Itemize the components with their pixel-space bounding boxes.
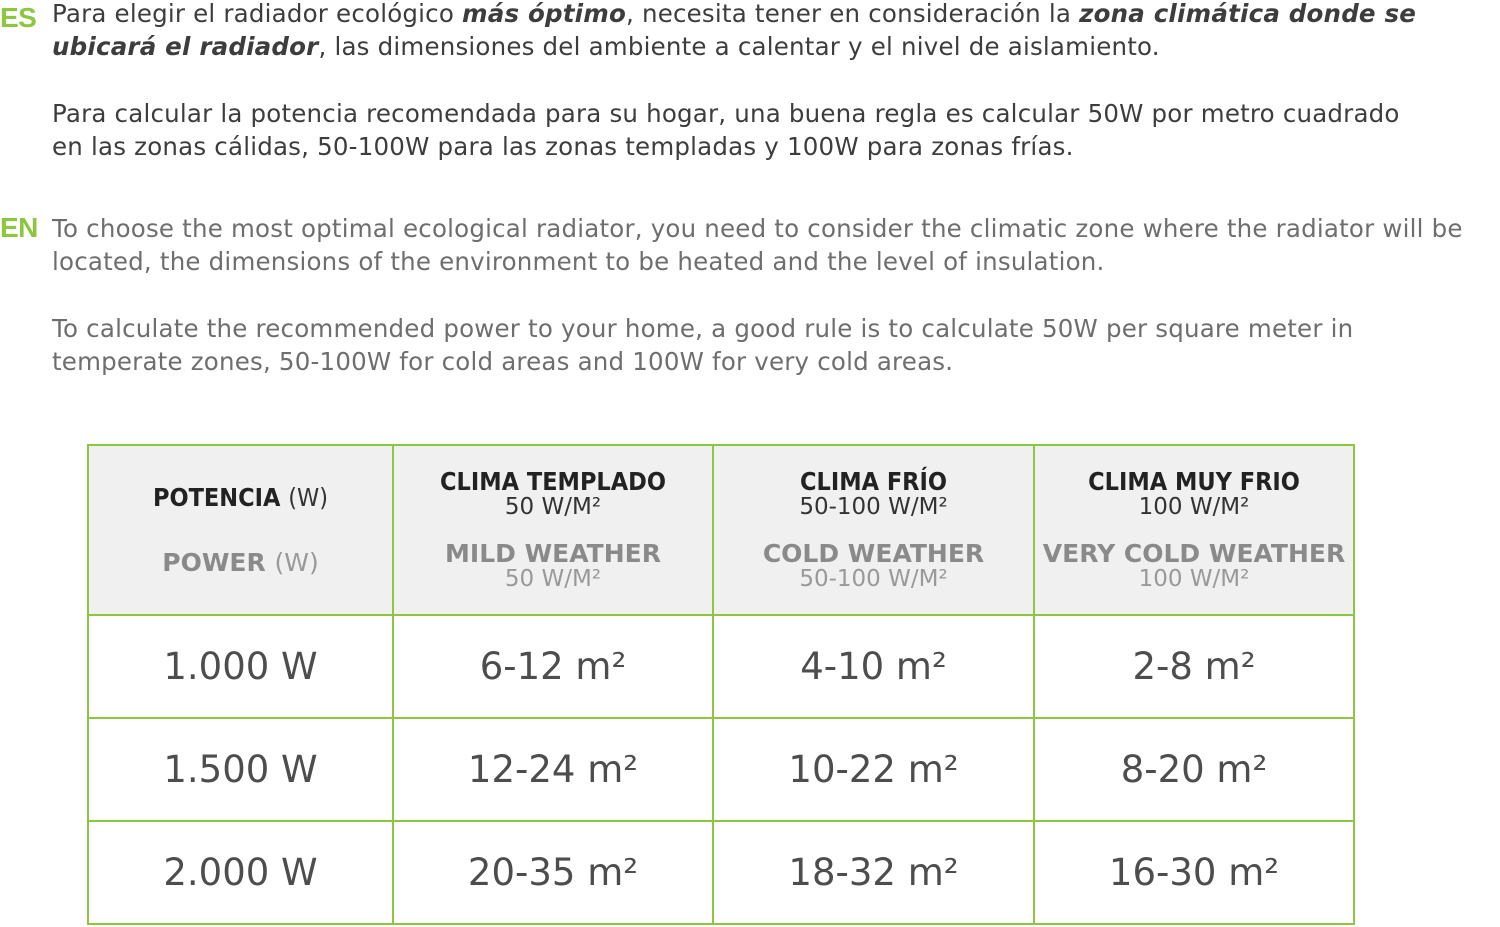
english-paragraph-1: To choose the most optimal ecological radiator, you need to consider the climatic zone where the radiator will be located, the dimensions of the environment to be heated and the level of insulation. [52,214,1463,276]
table-row [88,821,1354,924]
power-cell: 1.000 W [88,615,393,718]
header-very-cold-weather: CLIMA MUY FRIO 100 W/M² VERY COLD WEATHER 100 W/M² [1034,445,1354,615]
english-paragraph-2: To calculate the recommended power to your home, a good rule is to calculate 50W per square meter in temperate zones, 50-100W for cold areas and 100W for very cold areas. [52,314,1354,376]
header-cold-weather: CLIMA FRÍO 50-100 W/M² COLD WEATHER 50-100 W/M² [713,445,1034,615]
table-header-row [88,445,1354,615]
cold-area-cell: 18-32 m² [713,821,1034,924]
english-language-tag: EN [0,212,38,243]
mild-area-cell: 20-35 m² [393,821,713,924]
power-cell: 2.000 W [88,821,393,924]
power-coverage-table [87,444,1355,925]
table-row [88,718,1354,821]
spanish-paragraph-1: Para elegir el radiador ecológico más óptimo, necesita tener en consideración la zona climática donde se ubicará el radiador, las dimensiones del ambiente a calentar y el nivel de aislamiento. [52,0,1417,61]
cold-area-cell: 10-22 m² [713,718,1034,821]
spanish-paragraph-2: Para calcular la potencia recomendada para su hogar, una buena regla es calcular 50W por metro cuadrado en las zonas cálidas, 50-100W para las zonas templadas y 100W para zonas frías. [52,99,1400,161]
very-cold-area-cell: 8-20 m² [1034,718,1354,821]
mild-area-cell: 6-12 m² [393,615,713,718]
very-cold-area-cell: 2-8 m² [1034,615,1354,718]
table-row [88,615,1354,718]
header-mild-weather: CLIMA TEMPLADO 50 W/M² MILD WEATHER 50 W/M² [393,445,713,615]
mild-area-cell: 12-24 m² [393,718,713,821]
spanish-language-tag: ES [0,2,37,33]
power-cell: 1.500 W [88,718,393,821]
cold-area-cell: 4-10 m² [713,615,1034,718]
header-power: POTENCIA (W) POWER (W) [88,445,393,615]
very-cold-area-cell: 16-30 m² [1034,821,1354,924]
